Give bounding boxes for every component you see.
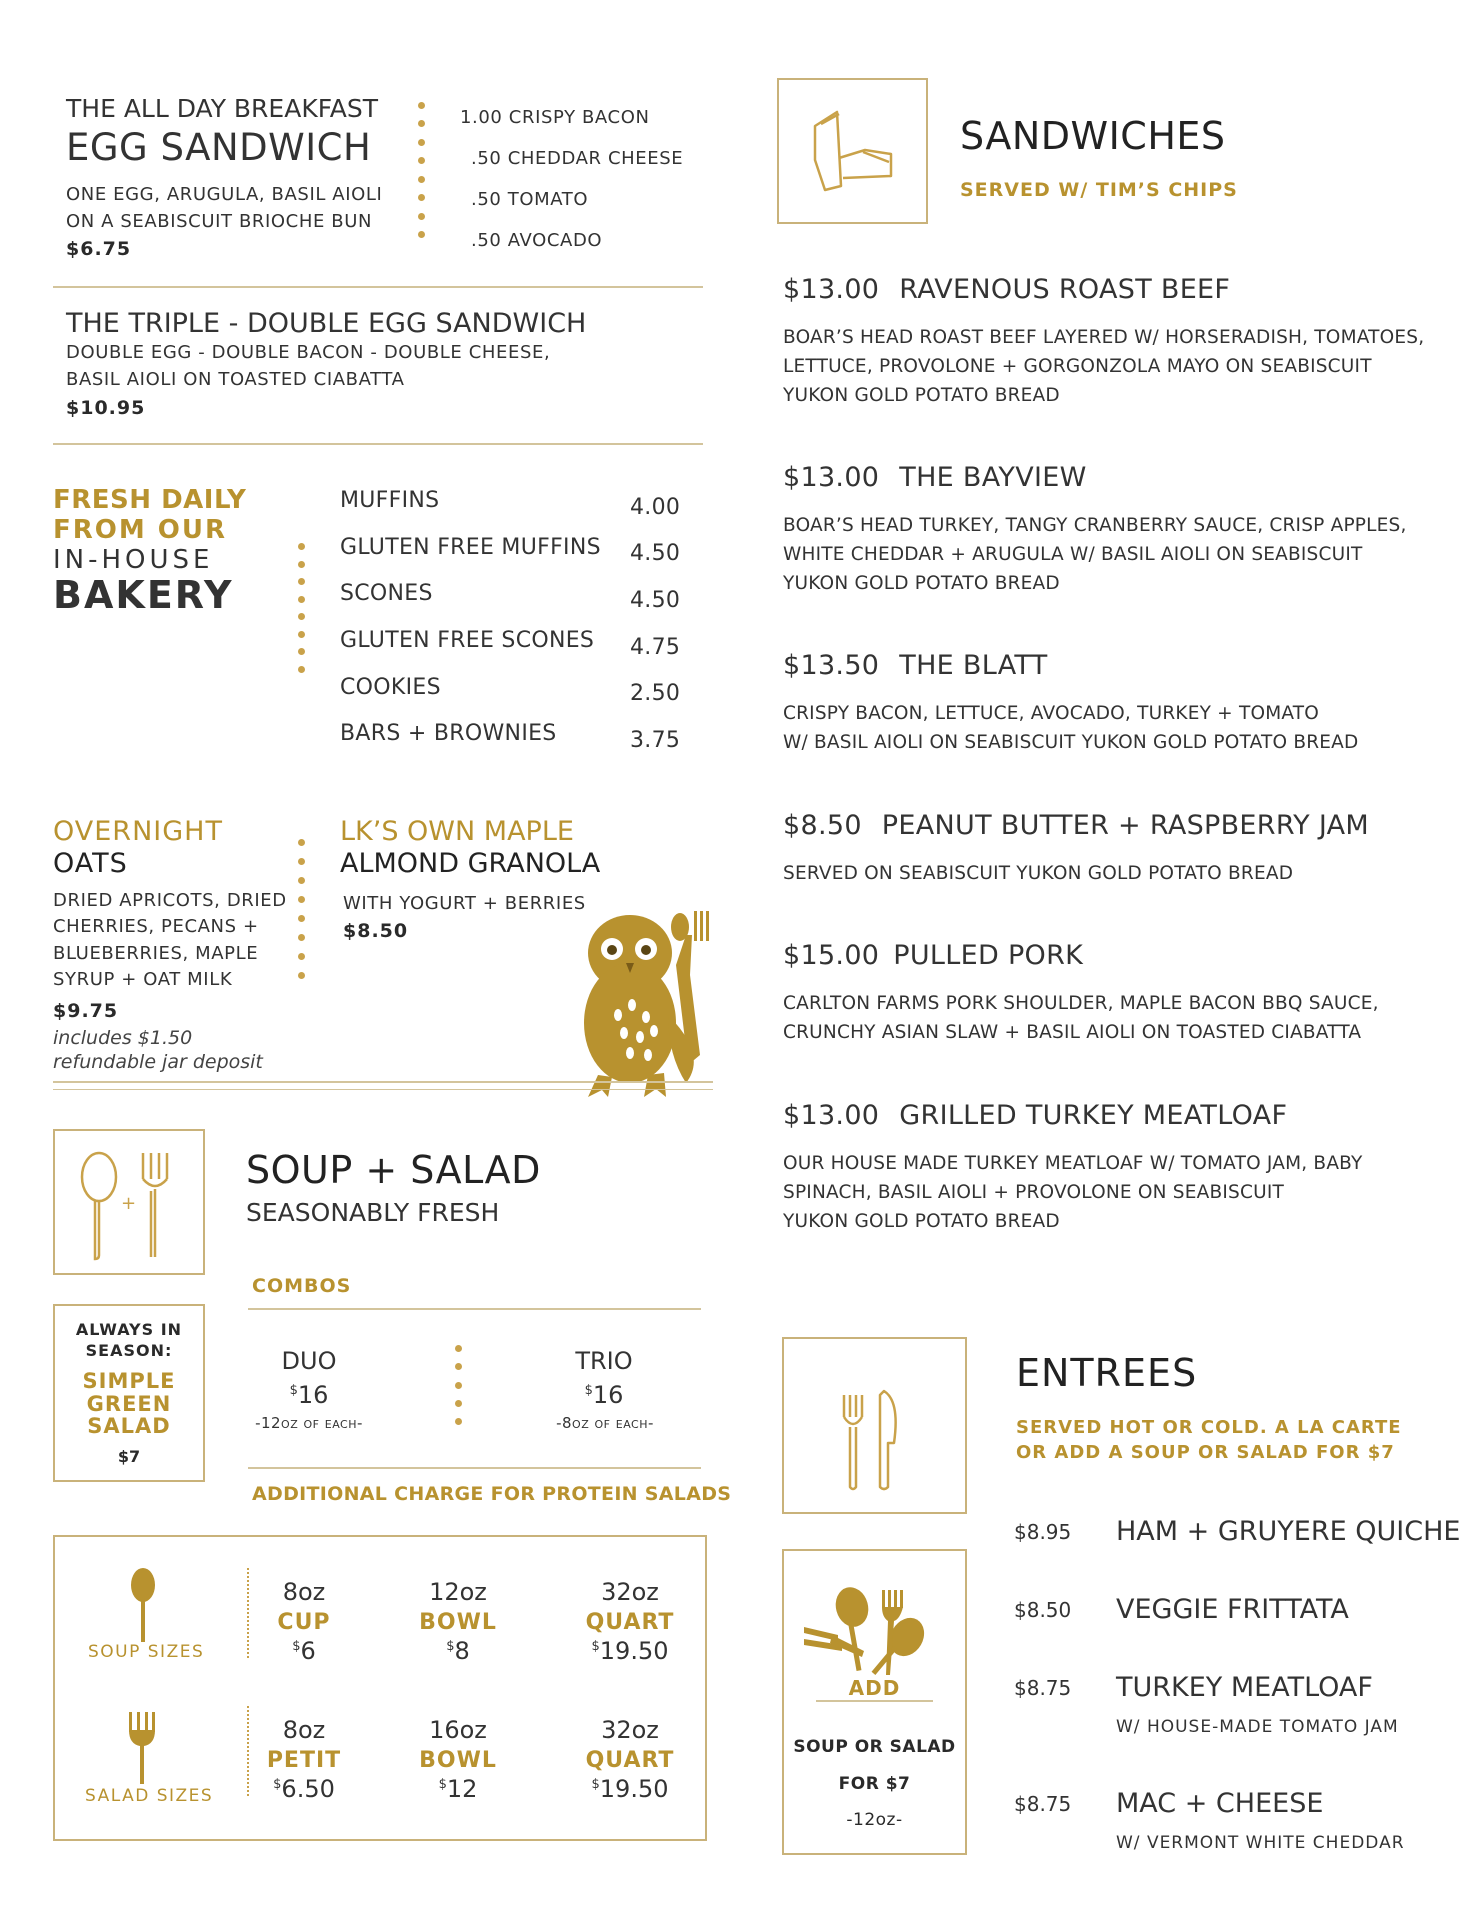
sandwich-price: $13.00: [783, 462, 880, 493]
duo-price: [248, 1381, 370, 1409]
fork-knife-icon: [784, 1339, 965, 1512]
entree-name: VEGGIE FRITTATA: [1116, 1594, 1349, 1625]
soup-salad-icon-box: [53, 1129, 205, 1275]
granola-heading-1: LK’S OWN MAPLE: [340, 816, 574, 847]
sandwich-price: $8.50: [783, 810, 862, 841]
triple-price: $10.95: [66, 397, 146, 419]
sandwich-price: $13.00: [783, 274, 880, 305]
entrees-subtitle-2: OR ADD A SOUP OR SALAD FOR $7: [1016, 1442, 1395, 1463]
entree-name: HAM + GRUYERE QUICHE: [1116, 1516, 1461, 1547]
size-oz: 12oz: [429, 1578, 487, 1606]
soup-size-cup: [254, 1578, 354, 1665]
currency-symbol: $: [446, 1639, 455, 1654]
sandwich-desc: CRUNCHY ASIAN SLAW + BASIL AIOLI ON TOASTED CIABATTA: [783, 1022, 1362, 1043]
utensils-cluster-icon: [802, 1585, 947, 1680]
entree-price: $8.75: [1014, 1792, 1072, 1816]
size-price: [570, 1637, 690, 1665]
sandwich-name: THE BAYVIEW: [899, 462, 1087, 493]
size-oz: 32oz: [601, 1578, 659, 1606]
bakery-heading-1: FRESH DAILY: [53, 485, 247, 515]
triple-desc-1: DOUBLE EGG - DOUBLE BACON - DOUBLE CHEESE,: [66, 342, 551, 363]
sizes-dotted-divider: [247, 1568, 249, 1658]
add-label: ADD: [848, 1676, 901, 1700]
bakery-item-name: SCONES: [340, 581, 433, 606]
duo-note: -12oz of each-: [255, 1414, 363, 1432]
bakery-item-price: 4.75: [630, 635, 681, 660]
sandwich-icon: [779, 80, 926, 222]
sandwich-item: [783, 462, 1463, 598]
breakfast-price: $6.75: [66, 238, 132, 260]
bakery-item-name: GLUTEN FREE SCONES: [340, 628, 595, 653]
currency-symbol: $: [591, 1777, 600, 1792]
sandwiches-subtitle: SERVED W/ TIM’S CHIPS: [960, 179, 1238, 201]
protein-note: ADDITIONAL CHARGE FOR PROTEIN SALADS: [252, 1483, 732, 1505]
currency-symbol: $: [292, 1639, 301, 1654]
size-price: [254, 1775, 354, 1803]
salad-sizes-label: SALAD SIZES: [85, 1786, 214, 1806]
add-soup-line-3: -12oz-: [846, 1810, 903, 1830]
soup-subtitle: SEASONABLY FRESH: [246, 1198, 500, 1227]
sandwich-desc: BOAR’S HEAD ROAST BEEF LAYERED W/ HORSERADISH, TOMATOES,: [783, 327, 1425, 348]
oats-desc-4: SYRUP + OAT MILK: [53, 969, 233, 990]
sandwich-price: $13.00: [783, 1100, 880, 1131]
size-oz: 16oz: [429, 1716, 487, 1744]
size-name: QUART: [585, 1610, 675, 1635]
granola-heading-2: ALMOND GRANOLA: [340, 848, 601, 879]
sandwich-desc: W/ BASIL AIOLI ON SEABISCUIT YUKON GOLD POTATO BREAD: [783, 732, 1359, 753]
oats-heading-2: OATS: [53, 848, 128, 879]
sandwich-item: [783, 650, 1463, 757]
entree-price: $8.75: [1014, 1676, 1072, 1700]
oats-note-1: includes $1.50: [53, 1027, 193, 1049]
trio-note: -8oz of each-: [556, 1414, 654, 1432]
oats-desc-1: DRIED APRICOTS, DRIED: [53, 890, 287, 911]
svg-text:+: +: [121, 1193, 137, 1214]
oats-note-2: refundable jar deposit: [53, 1051, 263, 1073]
size-price: [408, 1637, 508, 1665]
size-price: [254, 1637, 354, 1665]
salad-size-bowl: [408, 1716, 508, 1803]
trio-name: TRIO: [575, 1347, 633, 1375]
bakery-item-name: GLUTEN FREE MUFFINS: [340, 535, 601, 560]
soup-size-quart: [570, 1578, 690, 1665]
sandwich-item: [783, 1100, 1463, 1236]
size-price-value: 6.50: [281, 1775, 335, 1803]
entrees-title: ENTREES: [1016, 1351, 1198, 1395]
size-price: [570, 1775, 690, 1803]
entree-price: $8.50: [1014, 1598, 1072, 1622]
entrees-icon-box: [782, 1337, 967, 1514]
oats-heading-1: OVERNIGHT: [53, 816, 223, 847]
bakery-heading-3: IN-HOUSE: [53, 545, 214, 575]
size-oz: 32oz: [601, 1716, 659, 1744]
size-price-value: 19.50: [599, 1637, 669, 1665]
add-soup-line-2: FOR $7: [838, 1774, 911, 1794]
breakfast-title: EGG SANDWICH: [66, 126, 372, 169]
sandwich-price: $13.50: [783, 650, 880, 681]
trio-price: [543, 1381, 665, 1409]
salad-size-petit: [254, 1716, 354, 1803]
sandwich-name: RAVENOUS ROAST BEEF: [899, 274, 1231, 305]
sandwich-desc: LETTUCE, PROVOLONE + GORGONZOLA MAYO ON SEABISCUIT: [783, 356, 1372, 377]
size-price: [408, 1775, 508, 1803]
size-name: CUP: [277, 1610, 331, 1635]
bakery-item-price: 3.75: [630, 728, 681, 753]
sandwich-desc: BOAR’S HEAD TURKEY, TANGY CRANBERRY SAUCE, CRISP APPLES,: [783, 515, 1407, 536]
divider: [248, 1467, 701, 1469]
size-price-value: 8: [454, 1637, 470, 1665]
divider: [53, 1089, 713, 1090]
bakery-item-name: BARS + BROWNIES: [340, 721, 557, 746]
sandwich-item: [783, 940, 1463, 1047]
currency-symbol: $: [289, 1383, 298, 1398]
granola-price: $8.50: [343, 920, 409, 942]
size-name: BOWL: [419, 1748, 497, 1773]
sandwich-item: [783, 810, 1463, 888]
entree-price: $8.95: [1014, 1520, 1072, 1544]
sandwich-desc: CARLTON FARMS PORK SHOULDER, MAPLE BACON BBQ SAUCE,: [783, 993, 1379, 1014]
sandwich-item: [783, 274, 1463, 410]
sandwich-desc: SERVED ON SEABISCUIT YUKON GOLD POTATO BREAD: [783, 863, 1294, 884]
sandwich-desc: YUKON GOLD POTATO BREAD: [783, 1211, 1060, 1232]
addon-avocado: .50 AVOCADO: [471, 230, 603, 251]
size-name: BOWL: [419, 1610, 497, 1635]
bakery-item-price: 2.50: [630, 681, 681, 706]
sandwich-desc: YUKON GOLD POTATO BREAD: [783, 573, 1060, 594]
size-oz: 8oz: [282, 1716, 326, 1744]
sandwich-desc: YUKON GOLD POTATO BREAD: [783, 385, 1060, 406]
breakfast-kicker: THE ALL DAY BREAKFAST: [66, 94, 379, 123]
currency-symbol: $: [591, 1639, 600, 1654]
salad-size-quart: [570, 1716, 690, 1803]
sandwich-price: $15.00: [783, 940, 880, 971]
entree-sub: W/ HOUSE-MADE TOMATO JAM: [1116, 1717, 1399, 1737]
bakery-item-name: MUFFINS: [340, 488, 440, 513]
entrees-subtitle-1: SERVED HOT OR COLD. A LA CARTE: [1016, 1417, 1402, 1438]
bakery-item-price: 4.00: [630, 495, 681, 520]
bakery-heading-2: FROM OUR: [53, 515, 228, 545]
combos-heading: COMBOS: [252, 1275, 352, 1297]
sandwiches-title: SANDWICHES: [960, 114, 1226, 158]
size-price-value: 12: [446, 1775, 478, 1803]
currency-symbol: $: [584, 1383, 593, 1398]
bakery-item-price: 4.50: [630, 541, 681, 566]
always-in-season-1: ALWAYS IN: [75, 1320, 183, 1339]
bakery-dot-divider: [298, 543, 305, 673]
size-name: PETIT: [266, 1748, 342, 1773]
oats-dot-divider: [298, 839, 305, 979]
size-name: QUART: [585, 1748, 675, 1773]
entree-name: TURKEY MEATLOAF: [1116, 1672, 1373, 1703]
currency-symbol: $: [438, 1777, 447, 1792]
currency-symbol: $: [273, 1777, 282, 1792]
owl-illustration: [568, 905, 720, 1100]
sandwich-desc: OUR HOUSE MADE TURKEY MEATLOAF W/ TOMATO JAM, BABY: [783, 1153, 1363, 1174]
spoon-icon: [128, 1568, 158, 1642]
divider: [53, 443, 703, 445]
green-salad-price: $7: [117, 1447, 141, 1466]
divider: [53, 286, 703, 288]
trio-price-value: 16: [592, 1381, 624, 1409]
sandwich-desc: WHITE CHEDDAR + ARUGULA W/ BASIL AIOLI ON SEABISCUIT: [783, 544, 1363, 565]
bakery-item-name: COOKIES: [340, 675, 441, 700]
breakfast-desc-2: ON A SEABISCUIT BRIOCHE BUN: [66, 211, 373, 232]
spoon-fork-icon: [55, 1131, 203, 1273]
oats-desc-2: CHERRIES, PECANS +: [53, 916, 259, 937]
triple-desc-2: BASIL AIOLI ON TOASTED CIABATTA: [66, 369, 405, 390]
size-price-value: 19.50: [599, 1775, 669, 1803]
oats-price: $9.75: [53, 1000, 119, 1022]
addon-bacon: 1.00 CRISPY BACON: [460, 107, 650, 128]
soup-sizes-label: SOUP SIZES: [88, 1642, 205, 1662]
sandwich-icon-box: [777, 78, 928, 224]
sandwich-name: GRILLED TURKEY MEATLOAF: [899, 1100, 1288, 1131]
breakfast-dot-divider: [418, 102, 425, 238]
sizes-dotted-divider: [247, 1706, 249, 1796]
fork-icon: [126, 1712, 158, 1784]
entree-name: MAC + CHEESE: [1116, 1788, 1324, 1819]
size-price-value: 6: [300, 1637, 316, 1665]
sandwich-name: PEANUT BUTTER + RASPBERRY JAM: [881, 810, 1370, 841]
green-salad-1: SIMPLE: [82, 1369, 176, 1393]
combo-dot-divider: [455, 1345, 462, 1425]
triple-title: THE TRIPLE - DOUBLE EGG SANDWICH: [66, 308, 587, 339]
sandwich-name: PULLED PORK: [893, 940, 1084, 971]
sandwich-desc: SPINACH, BASIL AIOLI + PROVOLONE ON SEABISCUIT: [783, 1182, 1284, 1203]
duo-price-value: 16: [297, 1381, 329, 1409]
green-salad-3: SALAD: [87, 1414, 171, 1438]
breakfast-desc-1: ONE EGG, ARUGULA, BASIL AIOLI: [66, 184, 383, 205]
addon-cheddar: .50 CHEDDAR CHEESE: [471, 148, 684, 169]
bakery-item-price: 4.50: [630, 588, 681, 613]
addon-tomato: .50 TOMATO: [471, 189, 589, 210]
add-soup-line-1: SOUP OR SALAD: [793, 1737, 956, 1757]
divider: [248, 1308, 701, 1310]
size-oz: 8oz: [282, 1578, 326, 1606]
always-in-season-2: SEASON:: [85, 1341, 173, 1360]
soup-title: SOUP + SALAD: [246, 1148, 541, 1192]
green-salad-2: GREEN: [86, 1392, 172, 1416]
sandwich-name: THE BLATT: [899, 650, 1048, 681]
divider: [53, 1081, 713, 1083]
bakery-heading-4: BAKERY: [53, 573, 234, 617]
duo-name: DUO: [281, 1347, 337, 1375]
entree-sub: W/ VERMONT WHITE CHEDDAR: [1116, 1833, 1405, 1853]
add-chevron: [816, 1700, 933, 1702]
soup-size-bowl: [408, 1578, 508, 1665]
oats-desc-3: BLUEBERRIES, MAPLE: [53, 943, 259, 964]
sandwich-desc: CRISPY BACON, LETTUCE, AVOCADO, TURKEY + TOMATO: [783, 703, 1320, 724]
granola-desc: WITH YOGURT + BERRIES: [343, 893, 586, 914]
